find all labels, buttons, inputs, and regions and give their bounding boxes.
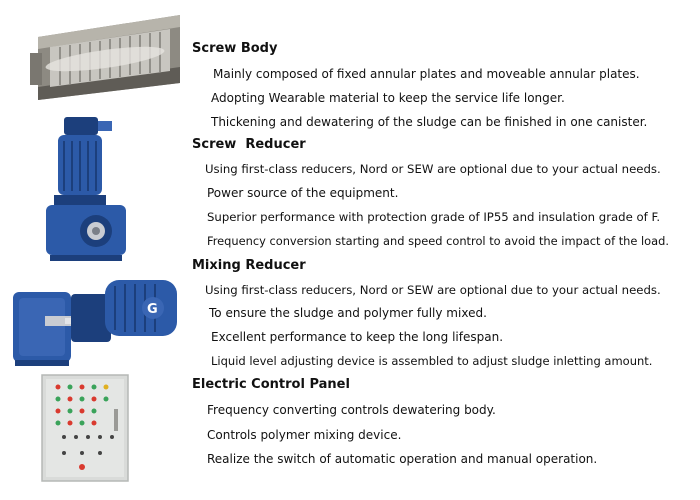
svg-text:G: G xyxy=(147,302,158,317)
screw-body-photo xyxy=(30,15,180,100)
control-panel-line-2: Controls polymer mixing device. xyxy=(207,428,402,442)
control-panel-photo xyxy=(40,373,130,483)
control-panel-line-3: Realize the switch of automatic operation and manual operation. xyxy=(207,452,598,466)
screw-body-line-1: Mainly composed of fixed annular plates and moveable annular plates. xyxy=(213,67,640,81)
mixing-reducer-line-1: Using first-class reducers, Nord or SEW are optional due to your actual needs. xyxy=(205,283,661,297)
screw-reducer-line-3: Superior performance with protection grade of IP55 and insulation grade of F. xyxy=(207,210,661,224)
mixing-reducer-line-4: Liquid level adjusting device is assembled to adjust sludge inletting amount. xyxy=(211,354,653,368)
screw-reducer-photo xyxy=(40,115,135,265)
heading-electric-control-panel: Electric Control Panel xyxy=(192,377,350,392)
screw-reducer-line-1: Using first-class reducers, Nord or SEW are optional due to your actual needs. xyxy=(205,162,661,176)
screw-reducer-line-2: Power source of the equipment. xyxy=(207,186,399,200)
mixing-reducer-photo xyxy=(5,272,185,372)
screw-body-line-2: Adopting Wearable material to keep the service life longer. xyxy=(211,91,565,105)
heading-mixing-reducer: Mixing Reducer xyxy=(192,258,306,273)
heading-screw-reducer: Screw Reducer xyxy=(192,137,306,152)
mixing-reducer-line-3: Excellent performance to keep the long lifespan. xyxy=(211,330,504,344)
heading-screw-body: Screw Body xyxy=(192,41,278,56)
screw-reducer-line-4: Frequency conversion starting and speed control to avoid the impact of the load. xyxy=(207,234,669,248)
screw-body-line-3: Thickening and dewatering of the sludge can be finished in one canister. xyxy=(211,115,648,129)
mixing-reducer-line-2: To ensure the sludge and polymer fully mixed. xyxy=(209,306,487,320)
control-panel-line-1: Frequency converting controls dewatering body. xyxy=(207,403,496,417)
